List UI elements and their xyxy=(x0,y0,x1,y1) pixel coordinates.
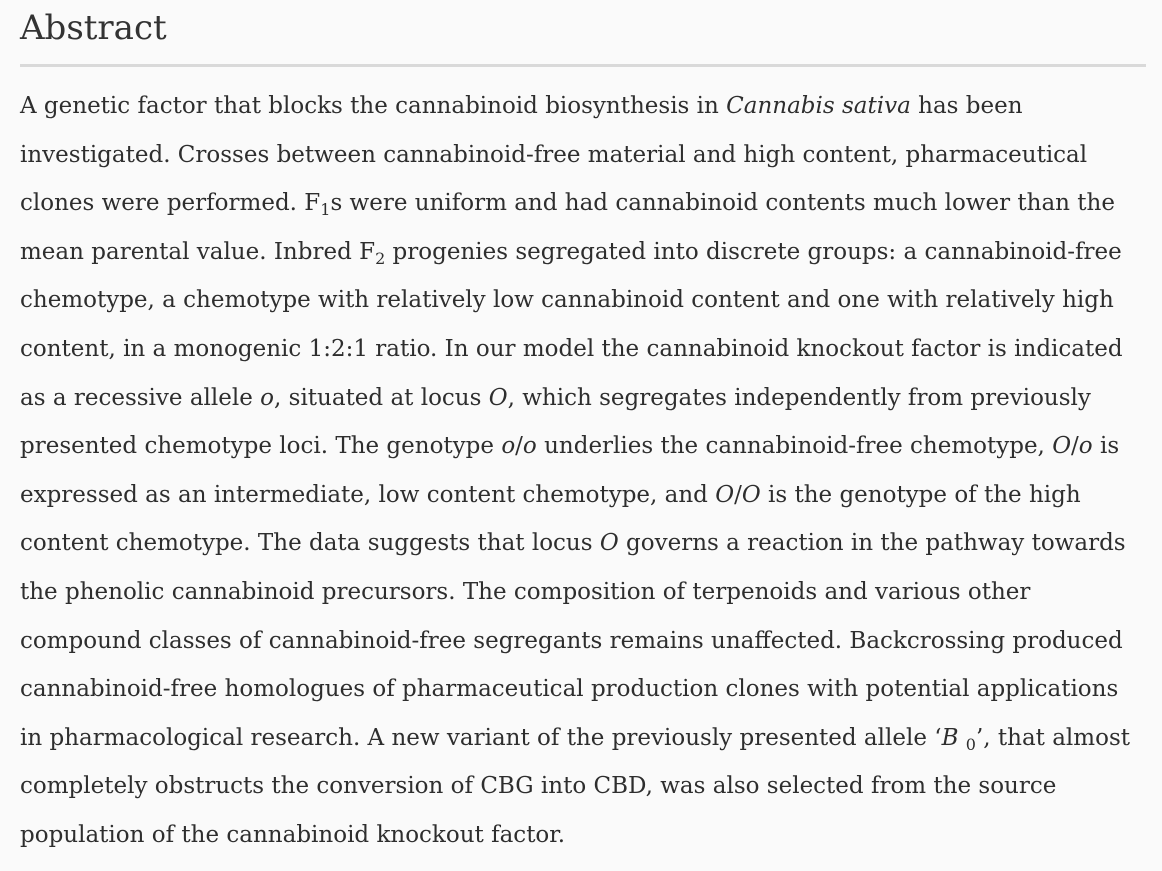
genotype-symbol: O xyxy=(1052,433,1072,460)
locus-symbol: O xyxy=(488,384,508,411)
genotype-slash: / xyxy=(734,481,742,508)
genotype-slash: / xyxy=(1071,433,1079,460)
section-heading: Abstract xyxy=(20,8,167,48)
abstract-text: governs a reaction in the pathway towards the phenolic cannabinoid precursors. The composition of terpenoids and various other compound classes of cannabinoid-free segregants remains unaffected. Backcrossing produced cannabinoid-free homologues of pharmaceutical production clones with potential applications in pharmacological research. A new variant of the previously presented allele ‘ xyxy=(20,530,1126,751)
abstract-paragraph xyxy=(20,67,1146,860)
locus-symbol: O xyxy=(599,530,619,557)
generation-subscript: 1 xyxy=(320,200,331,220)
abstract-text: A genetic factor that blocks the cannabinoid biosynthesis in xyxy=(20,93,727,119)
abstract-text: is expressed as an intermediate, low content chemotype, and xyxy=(20,433,1120,508)
genotype-symbol: O xyxy=(741,481,761,508)
genotype-symbol: o xyxy=(522,433,537,460)
abstract-text: s were uniform and had cannabinoid contents much lower than the mean parental value. Inbred F xyxy=(20,190,1115,265)
generation-subscript: 2 xyxy=(375,248,386,268)
abstract-text: is the genotype of the high content chemotype. The data suggests that locus xyxy=(20,481,1081,557)
genotype-symbol: o xyxy=(501,433,516,460)
genotype-symbol: O xyxy=(715,481,735,508)
abstract-text: underlies the cannabinoid-free chemotype, xyxy=(536,433,1053,460)
allele-subscript: 0 xyxy=(965,734,976,754)
abstract-text: , which segregates independently from previously presented chemotype loci. The genotype xyxy=(20,384,1091,460)
abstract-text: has been investigated. Crosses between cannabinoid-free material and high content, pharmaceutical clones were performed. F xyxy=(20,93,1088,217)
abstract-text: progenies segregated into discrete groups: a cannabinoid-free chemotype, a chemotype with relatively low cannabinoid content and one with relatively high content, in a monogenic 1:2:1 ratio. In our model the cannabinoid knockout factor is indicated as a recessive allele xyxy=(20,238,1123,411)
species-name: Cannabis sativa xyxy=(726,93,911,119)
allele-space xyxy=(958,725,965,751)
allele-symbol: B xyxy=(941,724,959,751)
genotype-slash: / xyxy=(515,433,523,460)
abstract-text: , situated at locus xyxy=(274,384,489,411)
abstract-text: ’, that almost completely obstructs the conversion of CBG into CBD, was also selected from the source population of the cannabinoid knockout factor. xyxy=(20,724,1130,848)
genotype-symbol: o xyxy=(1078,433,1093,460)
allele-symbol: o xyxy=(260,384,275,411)
